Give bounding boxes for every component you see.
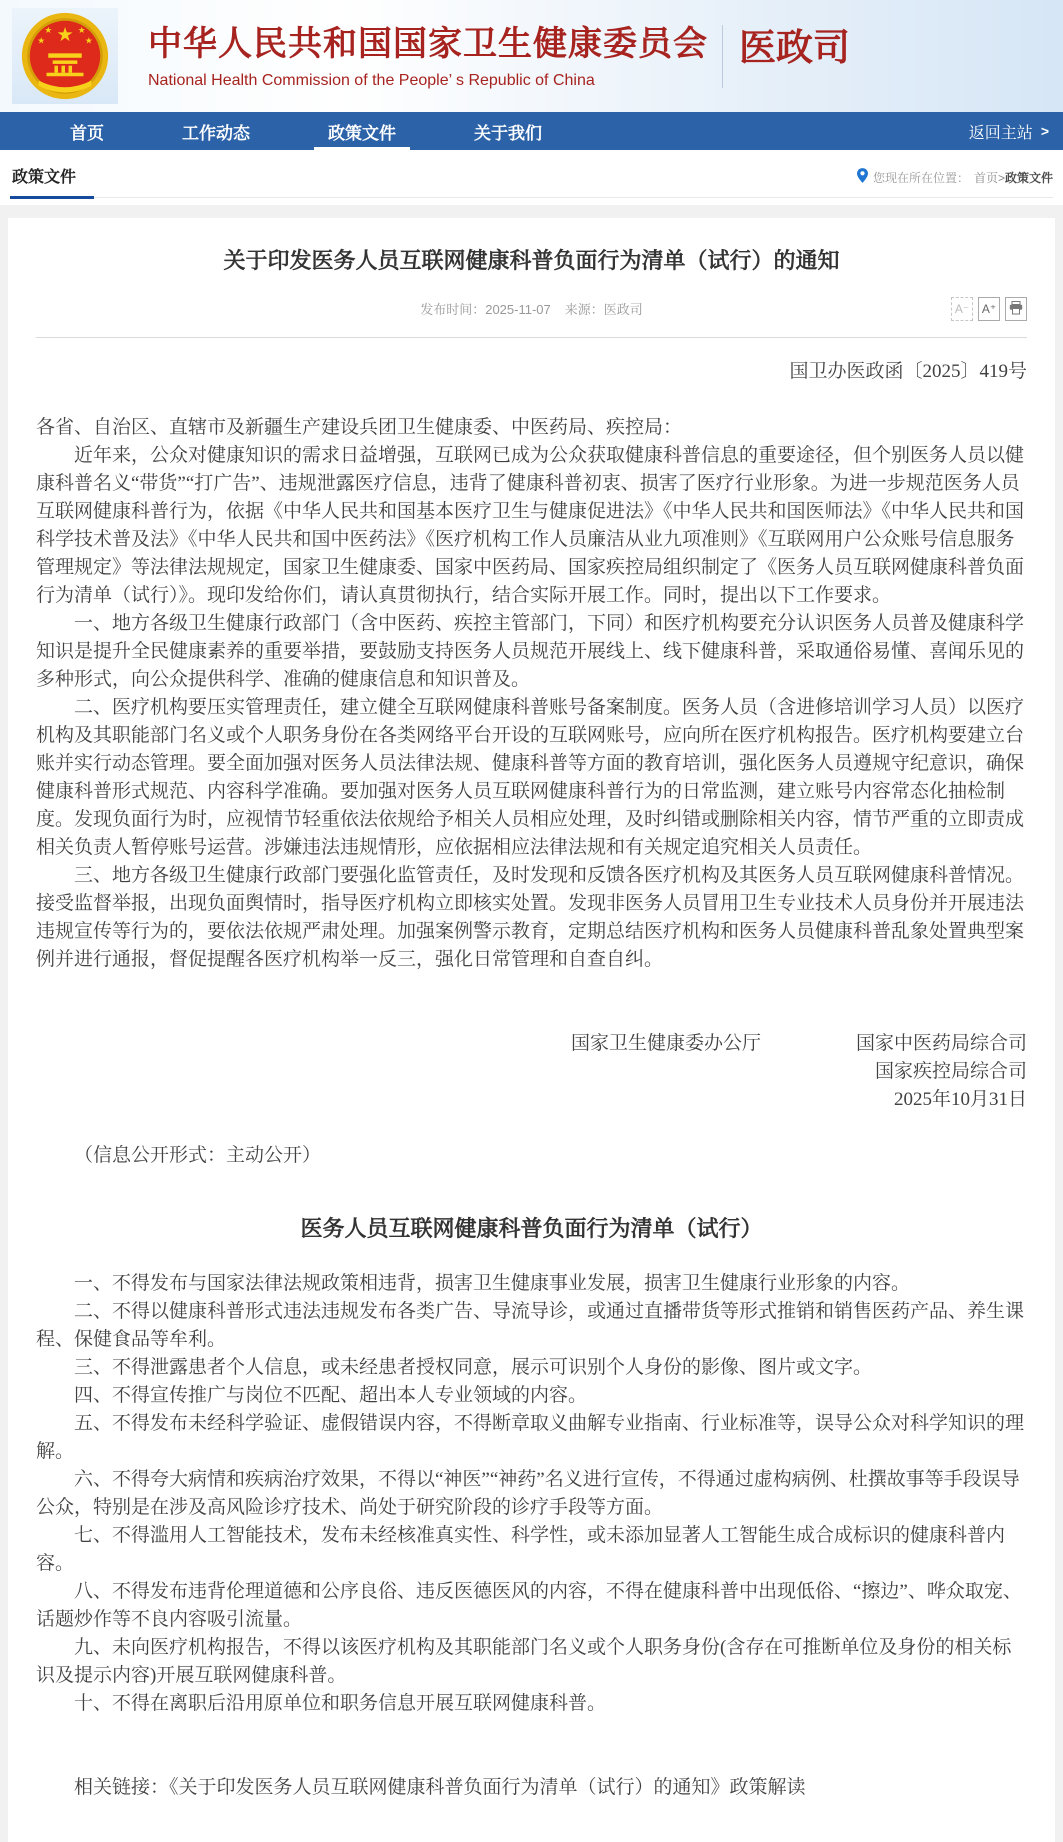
svg-text:★: ★ bbox=[56, 24, 74, 47]
header-divider bbox=[722, 25, 723, 88]
signature-date: 2025年10月31日 bbox=[893, 1089, 1027, 1110]
site-header bbox=[0, 0, 1063, 112]
list-item: 三、不得泄露患者个人信息，或未经患者授权同意，展示可识别个人身份的影像、图片或文字。 bbox=[74, 1357, 873, 1378]
body-paragraph: 二、医疗机构要压实管理责任，建立健全互联网健康科普账号备案制度。医务人员（含进修培训学习人员）以医疗机构及其职能部门名义或个人职务身份在各类网络平台开设的互联网账号，应向所在医疗机构报告。医疗机构要建立台账并实行动态管理。要全面加强对医务人员法律法规、健康科普等方面的教育培训，强化医务人员遵规守纪意识，确保健康科普形式规范、内容科学准确。要加强对医务人员互联网健康科普行为的日常监测，建立账号内容常态化抽检制度。发现负面行为时，应视情节轻重依法依规给予相关人员相应处理，及时纠错或删除相关内容，情节严重的立即责成相关负责人暂停账号运营。涉嫌违法违规情形，应依据相应法律法规和有关规定追究相关人员责任。 bbox=[36, 697, 1025, 858]
main-nav bbox=[0, 112, 1063, 150]
nav-item-policy-documents[interactable]: 政策文件 bbox=[328, 112, 396, 150]
chevron-right-icon: > bbox=[1040, 123, 1049, 139]
list-item: 八、不得发布违背伦理道德和公序良俗、违反医德医风的内容，不得在健康科普中出现低俗、“擦边”、哗众取宠、话题炒作等不良内容吸引流量。 bbox=[36, 1581, 1022, 1630]
source-value: 医政司 bbox=[603, 302, 643, 317]
print-button[interactable] bbox=[1005, 297, 1027, 321]
body-paragraph: 一、地方各级卫生健康行政部门（含中医药、疾控主管部门，下同）和医疗机构要充分认识医务人员普及健康科学知识是提升全民健康素养的重要举措，要鼓励支持医务人员规范开展线上、线下健康科普，采取通俗易懂、喜闻乐见的多种形式，向公众提供科学、准确的健康信息和知识普及。 bbox=[36, 613, 1025, 690]
back-to-main-site-link[interactable] bbox=[969, 120, 1049, 143]
page-body bbox=[0, 205, 1063, 1842]
list-item: 一、不得发布与国家法律法规政策相违背，损害卫生健康事业发展，损害卫生健康行业形象的内容。 bbox=[74, 1273, 911, 1294]
list-item: 六、不得夸大病情和疾病治疗效果，不得以“神医”“神药”名义进行宣传，不得通过虚构病例、杜撰故事等手段误导公众，特别是在涉及高风险诊疗技术、尚处于研究阶段的诊疗手段等方面。 bbox=[36, 1469, 1020, 1518]
svg-text:★: ★ bbox=[84, 35, 93, 46]
department-name: 医政司 bbox=[739, 26, 850, 68]
related-links bbox=[36, 1774, 1027, 1802]
document-number: 国卫办医政函〔2025〕419号 bbox=[789, 361, 1027, 382]
signing-office-2: 国家中医药局综合司 bbox=[855, 1033, 1027, 1054]
font-increase-button[interactable]: A⁺ bbox=[978, 297, 1000, 321]
font-decrease-button[interactable]: A⁻ bbox=[951, 297, 973, 321]
list-item: 四、不得宣传推广与岗位不匹配、超出本人专业领域的内容。 bbox=[74, 1385, 588, 1406]
article-card bbox=[8, 218, 1055, 1842]
article-meta bbox=[36, 298, 1027, 322]
list-item: 七、不得滥用人工智能技术，发布未经核准真实性、科学性，或未添加显著人工智能生成合成标识的健康科普内容。 bbox=[36, 1525, 1006, 1574]
nav-item-work-news[interactable]: 工作动态 bbox=[182, 123, 250, 143]
svg-text:★: ★ bbox=[77, 25, 86, 36]
article-title: 关于印发医务人员互联网健康科普负面行为清单（试行）的通知 bbox=[223, 248, 840, 273]
breadcrumb-bar bbox=[0, 150, 1063, 205]
breadcrumb-label: 您现在所在位置： bbox=[872, 170, 969, 185]
salutation: 各省、自治区、直辖市及新疆生产建设兵团卫生健康委、中医药局、疾控局： bbox=[36, 417, 683, 438]
related-links-label: 相关链接： bbox=[74, 1777, 170, 1798]
svg-text:★: ★ bbox=[44, 25, 53, 36]
disclosure-note: （信息公开形式：主动公开） bbox=[74, 1145, 322, 1166]
list-item: 十、不得在离职后沿用原单位和职务信息开展互联网健康科普。 bbox=[74, 1693, 607, 1714]
list-item: 二、不得以健康科普形式违法违规发布各类广告、导流导诊，或通过直播带货等形式推销和销售医药产品、养生课程、保健食品等牟利。 bbox=[36, 1301, 1025, 1350]
source-label: 来源： bbox=[564, 302, 604, 317]
org-name-en: National Health Commission of the People’ s Republic of China bbox=[148, 71, 595, 89]
publish-time: 2025-11-07 bbox=[485, 302, 551, 317]
signing-office-3: 国家疾控局综合司 bbox=[874, 1061, 1027, 1082]
breadcrumb bbox=[857, 168, 1053, 197]
back-to-main-label: 返回主站 bbox=[968, 124, 1033, 142]
policy-interpretation-link[interactable]: 《关于印发医务人员互联网健康科普负面行为清单（试行）的通知》政策解读 bbox=[169, 1777, 806, 1798]
signing-office-1: 国家卫生健康委办公厅 bbox=[570, 1033, 761, 1054]
title-separator bbox=[36, 337, 1027, 338]
print-icon bbox=[1009, 301, 1023, 318]
negative-list-title: 医务人员互联网健康科普负面行为清单（试行） bbox=[300, 1216, 763, 1241]
nav-item-home[interactable]: 首页 bbox=[70, 123, 104, 143]
site-logo-link[interactable] bbox=[148, 23, 850, 90]
document-body bbox=[36, 414, 1027, 974]
body-paragraph: 近年来，公众对健康知识的需求日益增强，互联网已成为公众获取健康科普信息的重要途径，但个别医务人员以健康科普名义“带货”“打广告”、违规泄露医疗信息，违背了健康科普初衷、损害了医疗行业形象。为进一步规范医务人员互联网健康科普行为，依据《中华人民共和国基本医疗卫生与健康促进法》《中华人民共和国医师法》《中华人民共和国科学技术普及法》《中华人民共和国中医药法》《医疗机构工作人员廉洁从业九项准则》《互联网用户公众账号信息服务管理规定》等法律法规规定，国家卫生健康委、国家中医药局、国家疾控局组织制定了《医务人员互联网健康科普负面行为清单（试行）》。现印发给你们，请认真贯彻执行，结合实际开展工作。同时，提出以下工作要求。 bbox=[36, 445, 1025, 606]
signature-block bbox=[36, 1030, 1027, 1114]
breadcrumb-path[interactable]: 首页>政策文件 bbox=[973, 170, 1053, 185]
national-emblem-icon bbox=[12, 8, 118, 104]
list-item: 九、未向医疗机构报告，不得以该医疗机构及其职能部门名义或个人职务身份(含存在可推断单位及身份的相关标识及提示内容)开展互联网健康科普。 bbox=[36, 1637, 1012, 1686]
location-pin-icon bbox=[857, 168, 868, 186]
svg-text:★: ★ bbox=[37, 35, 46, 46]
list-item: 五、不得发布未经科学验证、虚假错误内容，不得断章取义曲解专业指南、行业标准等，误导公众对科学知识的理解。 bbox=[36, 1413, 1025, 1462]
body-paragraph: 三、地方各级卫生健康行政部门要强化监管责任，及时发现和反馈各医疗机构及其医务人员互联网健康科普情况。接受监督举报，出现负面舆情时，指导医疗机构立即核实处置。发现非医务人员冒用卫生专业技术人员身份并开展违法违规宣传等行为的，要依法依规严肃处理。加强案例警示教育，定期总结医疗机构和医务人员健康科普乱象处置典型案例并进行通报，督促提醒各医疗机构举一反三，强化日常管理和自查自纠。 bbox=[36, 865, 1025, 970]
org-name-cn: 中华人民共和国国家卫生健康委员会 bbox=[148, 24, 708, 63]
nav-item-about-us[interactable]: 关于我们 bbox=[474, 123, 542, 143]
publish-time-label: 发布时间： bbox=[420, 302, 486, 317]
negative-behavior-list bbox=[36, 1270, 1027, 1718]
section-title: 政策文件 bbox=[10, 164, 94, 199]
